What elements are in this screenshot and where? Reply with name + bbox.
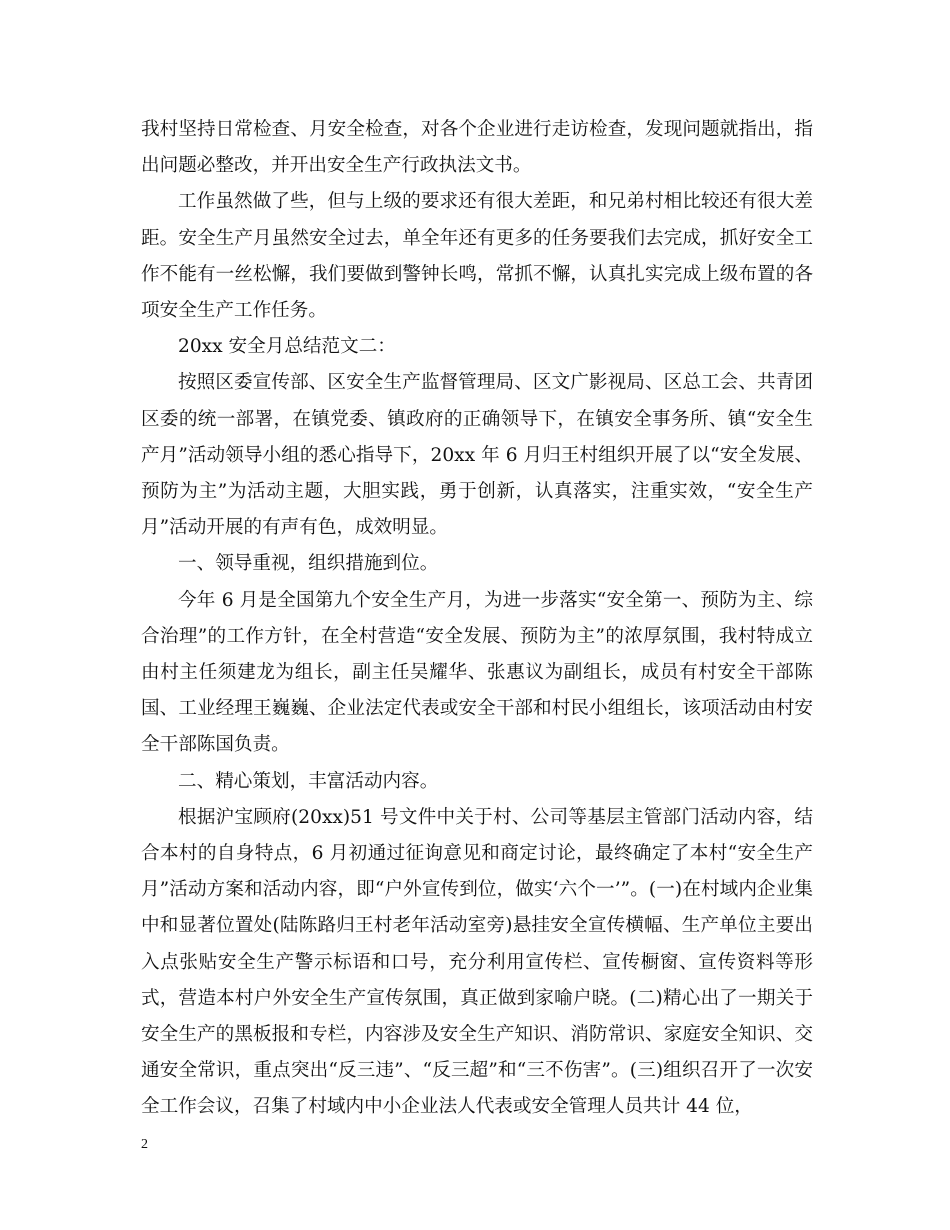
paragraph: 根据沪宝顾府(20xx)51 号文件中关于村、公司等基层主管部门活动内容，结合本村的自身特点，6 月初通过征询意见和商定讨论，最终确定了本村“安全生产月”活动方案和活动内容，即“户外宣传到位，做实‘六个一’”。(一)在村域内企业集中和显著位置处(陆陈路归王村老年活动室旁)悬挂安全宣传横幅、生产单位主要出入点张贴安全生产警示标语和口号，充分利用宣传栏、宣传橱窗、宣传资料等形式，营造本村户外安全生产宣传氛围，真正做到家喻户晓。(二)精心出了一期关于安全生产的黑板报和专栏，内容涉及安全生产知识、消防常识、家庭安全知识、交通安全常识，重点突出“反三违”、“反三超”和“三不伤害”。(三)组织召开了一次安全工作会议，召集了村域内中小企业法人代表或安全管理人员共计 44 位， [141, 806, 813, 1118]
section-heading: 20xx 安全月总结范文二： [178, 336, 396, 358]
paragraph: 工作虽然做了些，但与上级的要求还有很大差距，和兄弟村相比较还有很大差距。安全生产月虽然安全过去，单全年还有更多的任务要我们去完成，抓好安全工作不能有一丝松懈，我们要做到警钟长鸣，常抓不懈，认真扎实完成上级布置的各项安全生产工作任务。 [141, 191, 813, 322]
body-text [141, 112, 813, 1126]
paragraph: 今年 6 月是全国第九个安全生产月，为进一步落实“安全第一、预防为主、综合治理”的工作方针，在全村营造“安全发展、预防为主”的浓厚氛围，我村特成立由村主任须建龙为组长，副主任吴耀华、张惠议为副组长，成员有村安全干部陈国、工业经理王巍巍、企业法定代表或安全干部和村民小组组长，该项活动由村安全干部陈国负责。 [141, 589, 813, 756]
section-heading: 一、领导重视，组织措施到位。 [178, 553, 439, 575]
section-heading: 二、精心策划，丰富活动内容。 [178, 770, 439, 792]
paragraph-continuation: 我村坚持日常检查、月安全检查，对各个企业进行走访检查，发现问题就指出，指出问题必整改，并开出安全生产行政执法文书。 [141, 119, 813, 177]
page-number: 2 [141, 1137, 148, 1152]
paragraph: 按照区委宣传部、区安全生产监督管理局、区文广影视局、区总工会、共青团区委的统一部署，在镇党委、镇政府的正确领导下，在镇安全事务所、镇“安全生产月”活动领导小组的悉心指导下，20xx 年 6 月归王村组织开展了以“安全发展、预防为主”为活动主题，大胆实践，勇于创新，认真落实，注重实效，“安全生产月”活动开展的有声有色，成效明显。 [141, 372, 813, 539]
